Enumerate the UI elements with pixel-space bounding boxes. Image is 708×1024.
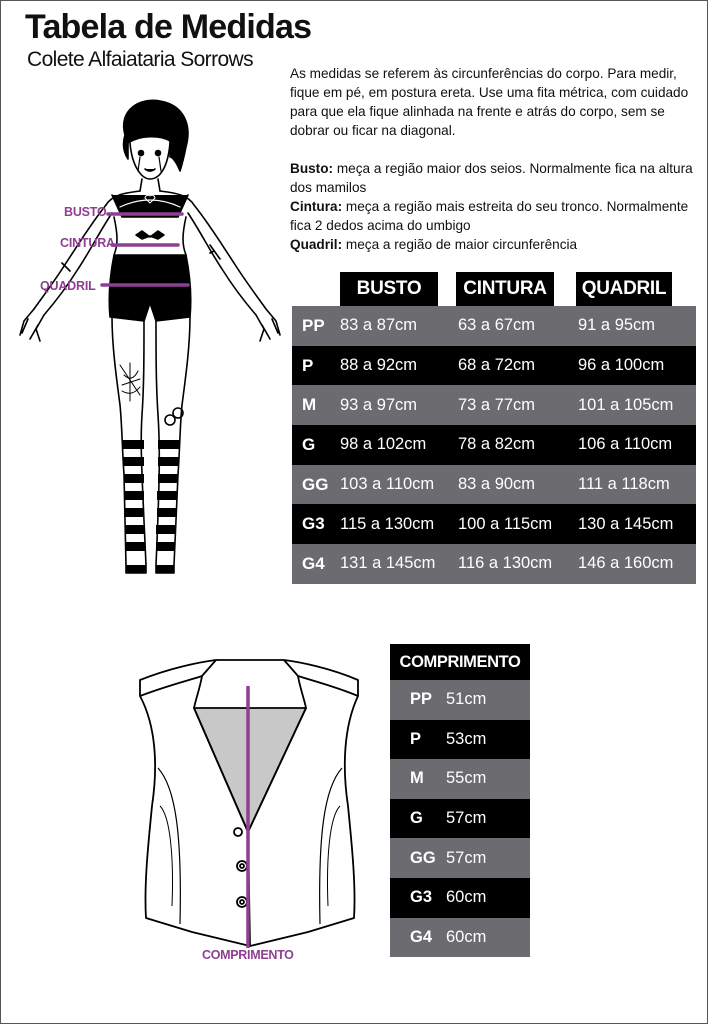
length-cell: 57cm bbox=[446, 809, 487, 828]
length-cell: 57cm bbox=[446, 848, 487, 867]
quadril-cell: 111 a 118cm bbox=[578, 475, 670, 494]
size-cell: M bbox=[302, 395, 317, 415]
busto-cell: 83 a 87cm bbox=[340, 316, 418, 335]
size-cell: G bbox=[302, 434, 316, 454]
cintura-cell: 116 a 130cm bbox=[458, 554, 553, 573]
table-row bbox=[292, 425, 696, 465]
table-row bbox=[390, 720, 530, 760]
table-row bbox=[390, 918, 530, 958]
length-cell: 55cm bbox=[446, 769, 487, 788]
quadril-instruction-text: meça a região de maior circunferência bbox=[342, 237, 578, 252]
quadril-instruction bbox=[290, 235, 695, 254]
quadril-cell: 101 a 105cm bbox=[578, 395, 674, 414]
cintura-cell: 83 a 90cm bbox=[458, 475, 536, 494]
busto-cell: 115 a 130cm bbox=[340, 514, 435, 533]
size-cell: G bbox=[410, 809, 423, 828]
busto-cell: 93 a 97cm bbox=[340, 395, 418, 414]
measures-table bbox=[292, 272, 696, 584]
cintura-cell: 73 a 77cm bbox=[458, 395, 536, 414]
cintura-cell: 78 a 82cm bbox=[458, 435, 536, 454]
busto-cell: 98 a 102cm bbox=[340, 435, 427, 454]
size-cell: G3 bbox=[410, 888, 433, 907]
table-row bbox=[390, 759, 530, 799]
quadril-cell: 91 a 95cm bbox=[578, 316, 656, 335]
table-row bbox=[390, 838, 530, 878]
size-cell: P bbox=[410, 729, 422, 748]
quadril-instruction-label: Quadril: bbox=[290, 237, 343, 252]
busto-cell: 131 a 145cm bbox=[340, 554, 436, 573]
length-table bbox=[390, 644, 530, 957]
header-quadril: QUADRIL bbox=[576, 272, 672, 306]
vest-illustration bbox=[130, 656, 370, 966]
length-cell: 60cm bbox=[446, 927, 487, 946]
page-title: Tabela de Medidas bbox=[25, 8, 312, 46]
length-cell: 53cm bbox=[446, 729, 487, 748]
size-cell: PP bbox=[410, 690, 433, 709]
quadril-cell: 130 a 145cm bbox=[578, 514, 674, 533]
size-cell: GG bbox=[302, 474, 329, 494]
length-cell: 51cm bbox=[446, 690, 487, 709]
vest-comprimento-label: COMPRIMENTO bbox=[202, 948, 294, 962]
measures-header-row bbox=[292, 272, 696, 306]
table-row bbox=[292, 544, 696, 584]
busto-label: BUSTO bbox=[64, 205, 107, 219]
cintura-cell: 63 a 67cm bbox=[458, 316, 536, 335]
length-header: COMPRIMENTO bbox=[390, 644, 530, 680]
table-row bbox=[292, 504, 696, 544]
size-cell: G3 bbox=[302, 514, 325, 534]
size-cell: PP bbox=[302, 315, 325, 335]
table-row bbox=[292, 306, 696, 346]
intro-text: As medidas se referem às circunferências do corpo. Para medir, fique em pé, em postura ereta. Use uma fita métrica, com cuidado para que ela fique alinhada na frente e atrás do corpo, sem se dobrar ou ficar na diagonal. bbox=[290, 66, 689, 138]
quadril-cell: 146 a 160cm bbox=[578, 554, 674, 573]
table-row bbox=[390, 799, 530, 839]
cintura-instruction bbox=[290, 197, 695, 235]
busto-instruction-text: meça a região maior dos seios. Normalmente fica na altura dos mamilos bbox=[290, 161, 693, 195]
size-cell: G4 bbox=[302, 553, 325, 573]
size-cell: G4 bbox=[410, 927, 433, 946]
cintura-instruction-label: Cintura: bbox=[290, 199, 343, 214]
cintura-cell: 100 a 115cm bbox=[458, 514, 553, 533]
quadril-label: QUADRIL bbox=[40, 279, 96, 293]
page-subtitle: Colete Alfaiataria Sorrows bbox=[27, 48, 254, 71]
header-cintura: CINTURA bbox=[456, 272, 554, 306]
length-cell: 60cm bbox=[446, 888, 487, 907]
busto-cell: 88 a 92cm bbox=[340, 356, 418, 375]
body-figure-illustration bbox=[0, 95, 290, 585]
size-cell: P bbox=[302, 355, 314, 375]
busto-cell: 103 a 110cm bbox=[340, 475, 435, 494]
cintura-cell: 68 a 72cm bbox=[458, 356, 536, 375]
vest-drawing bbox=[130, 656, 370, 966]
cintura-instruction-text: meça a região mais estreita do seu tronco. Normalmente fica 2 dedos acima do umbigo bbox=[290, 199, 689, 233]
header-busto: BUSTO bbox=[340, 272, 438, 306]
table-row bbox=[292, 385, 696, 425]
measurement-instructions bbox=[290, 64, 695, 254]
body-figure-drawing bbox=[0, 95, 290, 585]
size-cell: M bbox=[410, 769, 424, 788]
quadril-cell: 96 a 100cm bbox=[578, 356, 665, 375]
table-row bbox=[292, 346, 696, 386]
busto-instruction-label: Busto: bbox=[290, 161, 334, 176]
table-row bbox=[390, 680, 530, 720]
busto-instruction bbox=[290, 159, 695, 197]
table-row bbox=[390, 878, 530, 918]
table-row bbox=[292, 465, 696, 505]
cintura-label: CINTURA bbox=[60, 236, 115, 250]
size-cell: GG bbox=[410, 848, 436, 867]
quadril-cell: 106 a 110cm bbox=[578, 435, 673, 454]
